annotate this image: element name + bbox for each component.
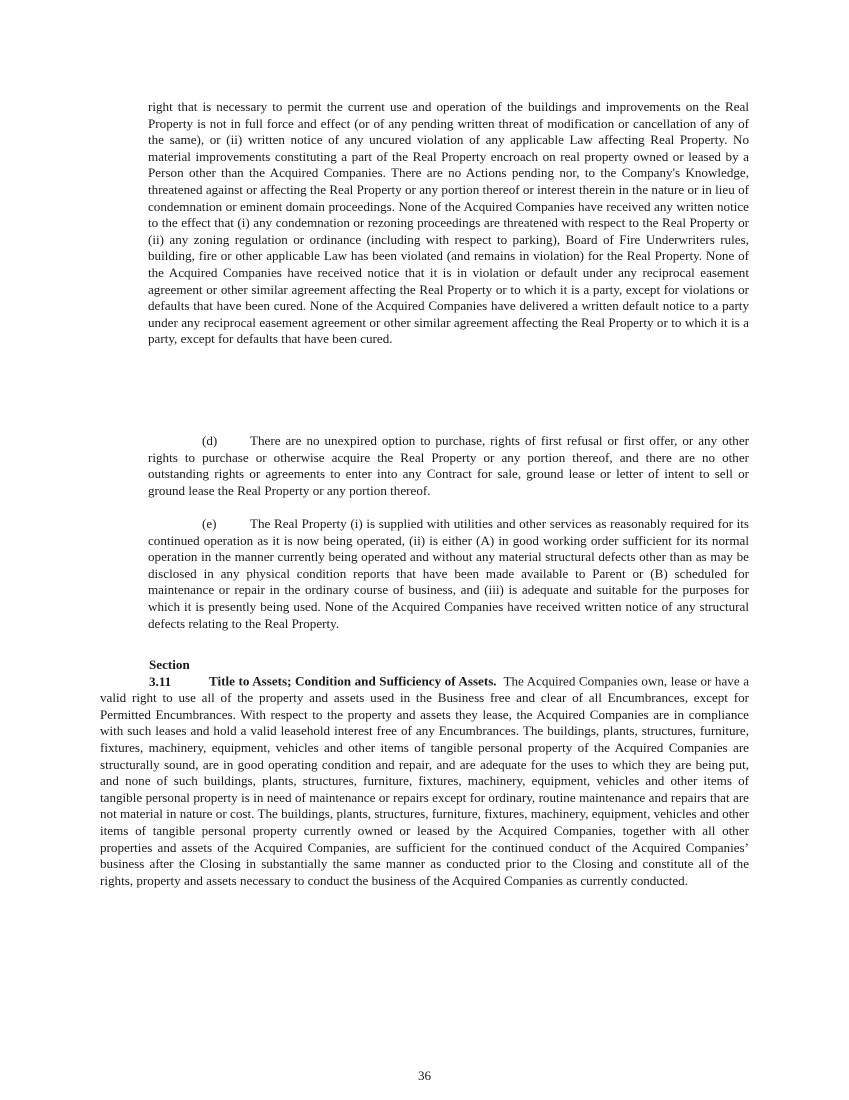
section-3-11 xyxy=(100,657,749,889)
subsection-e-label: (e) xyxy=(202,516,217,531)
subsection-d-text: There are no unexpired option to purchase, rights of first refusal or first offer, or any other rights to purchase or otherwise acquire the Real Property or any portion thereof, and there are no other outstanding rights or agreements to enter into any Contract for sale, ground lease or letter of intent to sell or ground lease the Real Property or any portion thereof. xyxy=(148,433,749,498)
subsection-e xyxy=(148,516,749,632)
section-body: The Acquired Companies own, lease or have a valid right to use all of the property and assets used in the Business free and clear of all Encumbrances, except for Permitted Encumbrances. With respect to the property and assets they lease, the Acquired Companies are in compliance with such leases and hold a valid leasehold interest free of any Encumbrances. The buildings, plants, structures, furniture, fixtures, machinery, equipment, vehicles and other items of tangible personal property of the Acquired Companies are structurally sound, are in good operating condition and repair, and are adequate for the uses to which they are being put, and none of such buildings, plants, structures, furniture, fixtures, machinery, equipment, vehicles and other items of tangible personal property is in need of maintenance or repairs except for ordinary, routine maintenance and repairs that are not material in nature or cost. The buildings, plants, structures, furniture, fixtures, machinery, equipment, vehicles and other items of tangible personal property currently owned or leased by the Acquired Companies, together with all other properties and assets of the Acquired Companies, are sufficient for the continued conduct of the Acquired Companies’ business after the Closing in substantially the same manner as conducted prior to the Closing and constitute all of the rights, property and assets necessary to conduct the business of the Acquired Companies as currently conducted. xyxy=(100,673,750,888)
section-number: Section 3.11 xyxy=(149,657,190,689)
section-title: Title to Assets; Condition and Sufficiency of Assets. xyxy=(209,673,497,689)
subsection-e-text: The Real Property (i) is supplied with utilities and other services as reasonably required for its continued operation as it is now being operated, (ii) is either (A) in good working order sufficient for its normal operation in the manner currently being operated and without any material structural defects other than as may be disclosed in any physical condition reports that have been made available to Parent or (B) scheduled for maintenance or repair in the ordinary course of business, and (iii) is adequate and suitable for the purposes for which it is presently being used. None of the Acquired Companies have received written notice of any structural defects relating to the Real Property. xyxy=(148,516,749,631)
page-number: 36 xyxy=(417,1068,432,1083)
paragraph-continued: right that is necessary to permit the current use and operation of the buildings and improvements on the Real Property is not in full force and effect (or of any pending written threat of modification or cancellation of any of the same), or (ii) written notice of any uncured violation of any applicable Law affecting Real Property. No material improvements constituting a part of the Real Property encroach on real property owned or leased by a Person other than the Acquired Companies. There are no Actions pending nor, to the Company's Knowledge, threatened against or affecting the Real Property or any portion thereof or interest therein in the nature or in lieu of condemnation or eminent domain proceedings. None of the Acquired Companies have received any written notice to the effect that (i) any condemnation or rezoning proceedings are threatened with respect to the Real Property or (ii) any zoning regulation or ordinance (including with respect to parking), Board of Fire Underwriters rules, building, fire or other applicable Law has been violated (and remains in violation) for the Real Property. None of the Acquired Companies have received notice that it is in violation or default under any reciprocal easement agreement or other similar agreement affecting the Real Property or to which it is a party, except for violations or defaults that have been cured. None of the Acquired Companies have delivered a written default notice to a party under any reciprocal easement agreement or other similar agreement affecting the Real Property or to which it is a party, except for defaults that have been cured. xyxy=(148,99,749,347)
subsection-d-label: (d) xyxy=(202,433,218,448)
subsection-d xyxy=(148,433,749,499)
